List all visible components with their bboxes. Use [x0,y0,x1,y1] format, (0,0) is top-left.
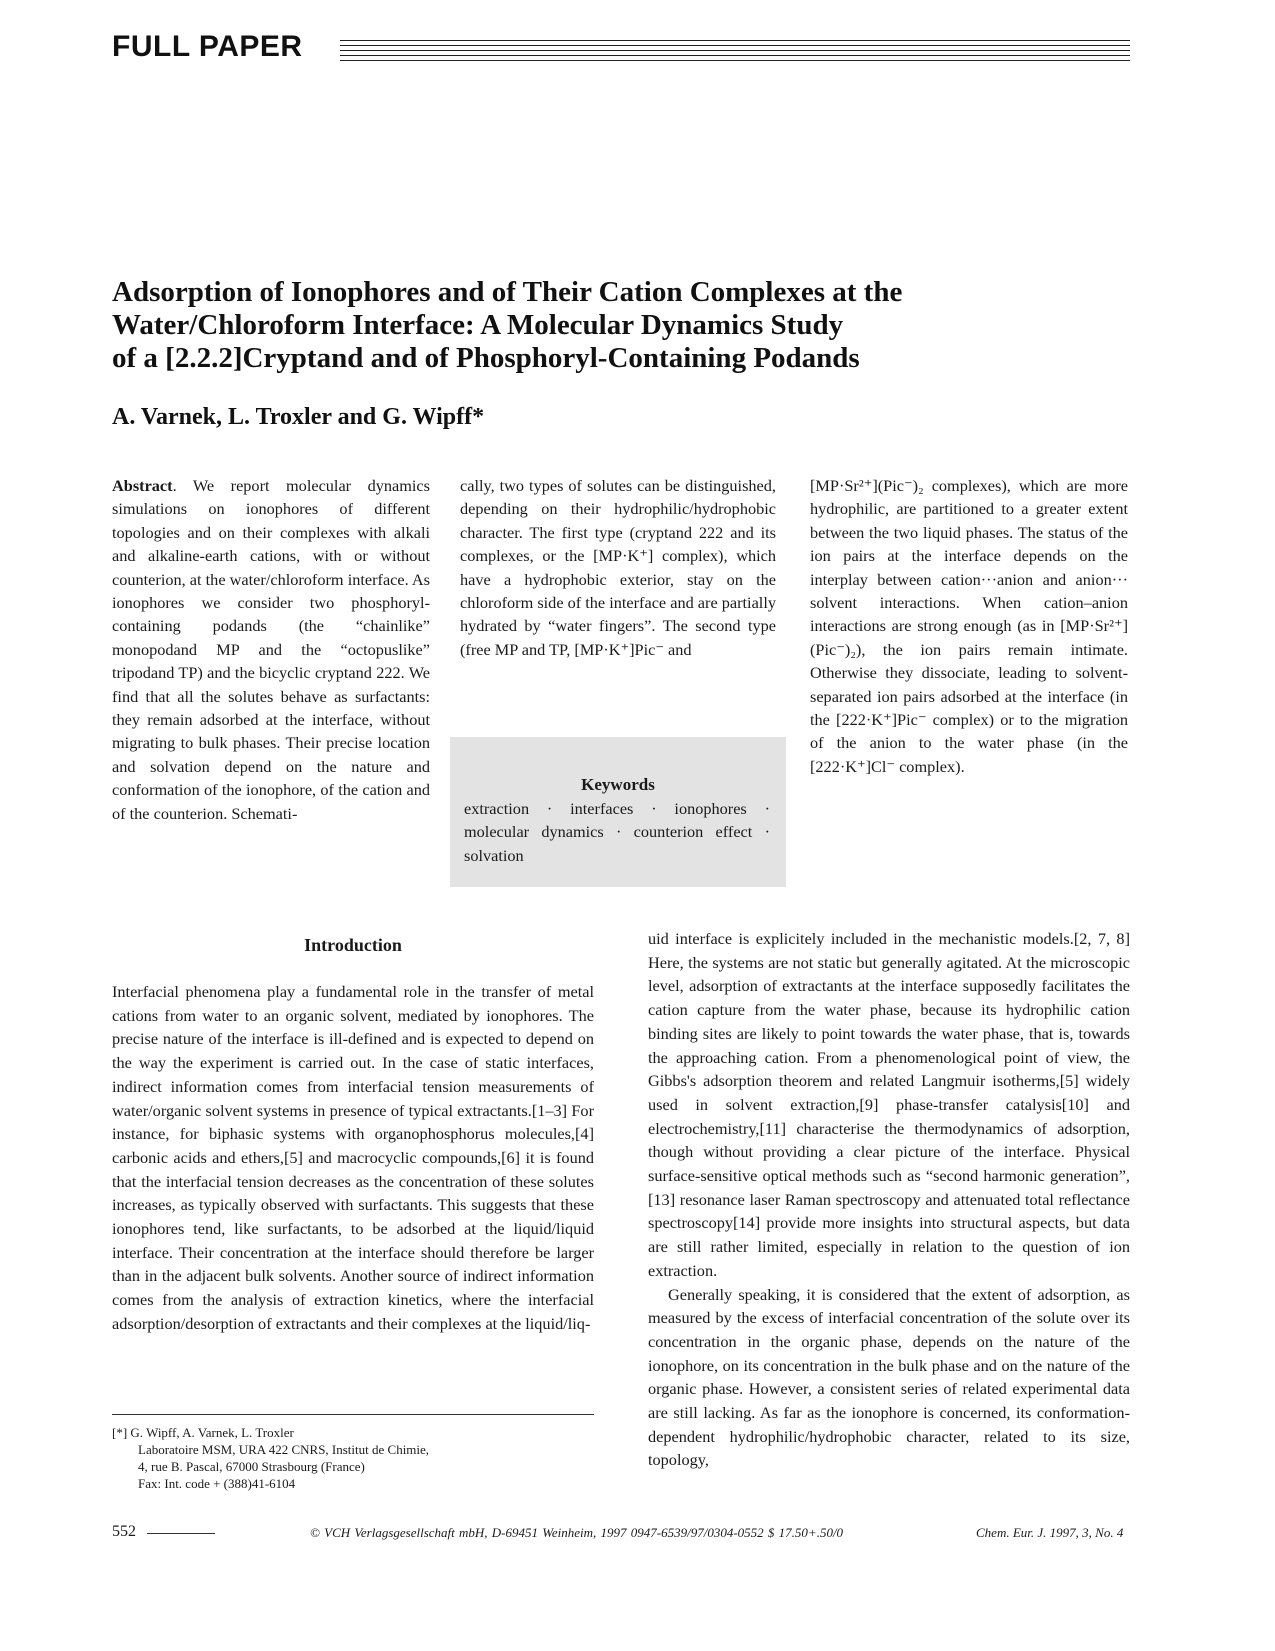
publisher-line: © VCH Verlagsgesellschaft mbH, D-69451 Weinheim, 1997 0947-6539/97/0304-0552 $ 17.50+.50/0 [310,1525,844,1540]
body-column-1 [112,980,594,1336]
introduction-paragraph-3: Generally speaking, it is considered that the extent of adsorption, as measured by the excess of interfacial concentration of the solute over its concentration in the organic phase, depends on the nature of the ionophore, on its concentration in the bulk phase and on the nature of the organic phase. However, a consistent series of related experimental data are still lacking. As far as the ionophore is concerned, its conformation-dependent hydrophilic/hydrophobic character, related to its size, topology, [648,1284,1130,1470]
keywords-title: Keywords [581,775,655,794]
abstract-column-2 [460,474,776,661]
author-footnote [112,1424,594,1492]
page-number: 552 [112,1523,136,1540]
footnote-marker: [*] [112,1425,128,1440]
authors: A. Varnek, L. Troxler and G. Wipff* [112,404,485,430]
abstract-text-1: . We report molecular dynamics simulations on ionophores of different topologies and on their complexes with alkali and alkaline-earth cations, with or without counterion, at the water/chloroform interface. As ionophores we consider two phosphoryl-containing podands (the “chainlike” monopodand MP and the “octopuslike” tripodand TP) and the bicyclic cryptand 222. We find that all the solutes behave as surfactants: they remain adsorbed at the interface, without migrating to bulk phases. Their precise location and solvation depend on the nature and conformation of the ionophore, of the cation and of the counterion. Schemati- [112,476,430,823]
header-rules [340,40,1130,66]
abstract-label: Abstract [112,476,173,495]
keywords-list: extraction · interfaces · ionophores · molecular dynamics · counterion effect · solvation [464,799,770,865]
footnote-line-1: Laboratoire MSM, URA 422 CNRS, Institut de Chimie, [138,1442,430,1457]
body-column-2 [648,927,1130,1472]
footnote-names: G. Wipff, A. Varnek, L. Troxler [130,1425,294,1440]
title-line-1: Adsorption of Ionophores and of Their Cation Complexes at the [112,276,903,308]
footnote-line-3: Fax: Int. code + (388)41-6104 [138,1476,296,1491]
article-title [112,276,1012,375]
section-label: FULL PAPER [112,30,303,63]
footnote-line-2: 4, rue B. Pascal, 67000 Strasbourg (France) [138,1459,365,1474]
abstract-text-2: cally, two types of solutes can be distinguished, depending on their hydrophilic/hydrophobic character. The first type (cryptand 222 and its complexes, or the [MP·K⁺] complex), which have a hydrophobic exterior, stay on the chloroform side of the interface and are partially hydrated by “water fingers”. The second type (free MP and TP, [MP·K⁺]Pic⁻ and [460,476,776,659]
title-line-2: Water/Chloroform Interface: A Molecular Dynamics Study [112,309,844,341]
title-line-3: of a [2.2.2]Cryptand and of Phosphoryl-Containing Podands [112,342,860,374]
keywords-box [450,737,786,887]
abstract-column-1 [112,474,430,825]
introduction-paragraph-1: Interfacial phenomena play a fundamental role in the transfer of metal cations from water to an organic solvent, mediated by ionophores. The precise nature of the interface is ill-defined and is expected to depend on the way the experiment is carried out. In the case of static interfaces, indirect information comes from interfacial tension measurements of water/organic solvent systems in presence of typical extractants.[1–3] For instance, for biphasic systems with organophosphorus molecules,[4] carbonic acids and ethers,[5] and macrocyclic compounds,[6] it is found that the interfacial tension decreases as the concentration of these solutes increases, as typically observed with surfactants. This suggests that these ionophores tend, like surfactants, to be adsorbed at the liquid/liquid interface. Their concentration at the interface should therefore be larger than in the adjacent bulk solvents. Another source of indirect information comes from the analysis of extraction kinetics, where the interfacial adsorption/desorption of extractants and their complexes at the liquid/liq- [112,982,594,1333]
journal-citation: Chem. Eur. J. 1997, 3, No. 4 [976,1525,1124,1540]
introduction-heading: Introduction [304,935,402,955]
abstract-column-3 [810,474,1128,778]
introduction-paragraph-2: uid interface is explicitely included in the mechanistic models.[2, 7, 8] Here, the systems are not static but generally agitated. At the microscopic level, adsorption of extractants at the interface supposedly facilitates the cation capture from the water phase, because its hydrophilic cation binding sites are likely to point towards the water phase, that is, towards the approaching cation. From a phenomenological point of view, the Gibbs's adsorption theorem and related Langmuir isotherms,[5] widely used in solvent extraction,[9] phase-transfer catalysis[10] and electrochemistry,[11] characterise the thermodynamics of adsorption, though without providing a clear picture of the interface. Physical surface-sensitive optical methods such as “second harmonic generation”,[13] resonance laser Raman spectroscopy and attenuated total reflectance spectroscopy[14] provide more insights into structural aspects, but data are still rather limited, especially in relation to the question of ion extraction. [648,929,1130,1280]
footnote-divider [112,1414,594,1415]
abstract-text-3: [MP·Sr²⁺](Pic⁻)₂ complexes), which are more hydrophilic, are partitioned to a greater extent between the two liquid phases. The status of the ion pairs at the interface depends on the interplay between cation···anion and anion··· solvent interactions. When cation–anion interactions are strong enough (as in [MP·Sr²⁺](Pic⁻)₂), the ion pairs remain intimate. Otherwise they dissociate, leading to solvent-separated ion pairs adsorbed at the interface (in the [222·K⁺]Pic⁻ complex) or to the migration of the anion to the water phase (in the [222·K⁺]Cl⁻ complex). [810,476,1128,776]
page-number-rule [147,1533,215,1534]
